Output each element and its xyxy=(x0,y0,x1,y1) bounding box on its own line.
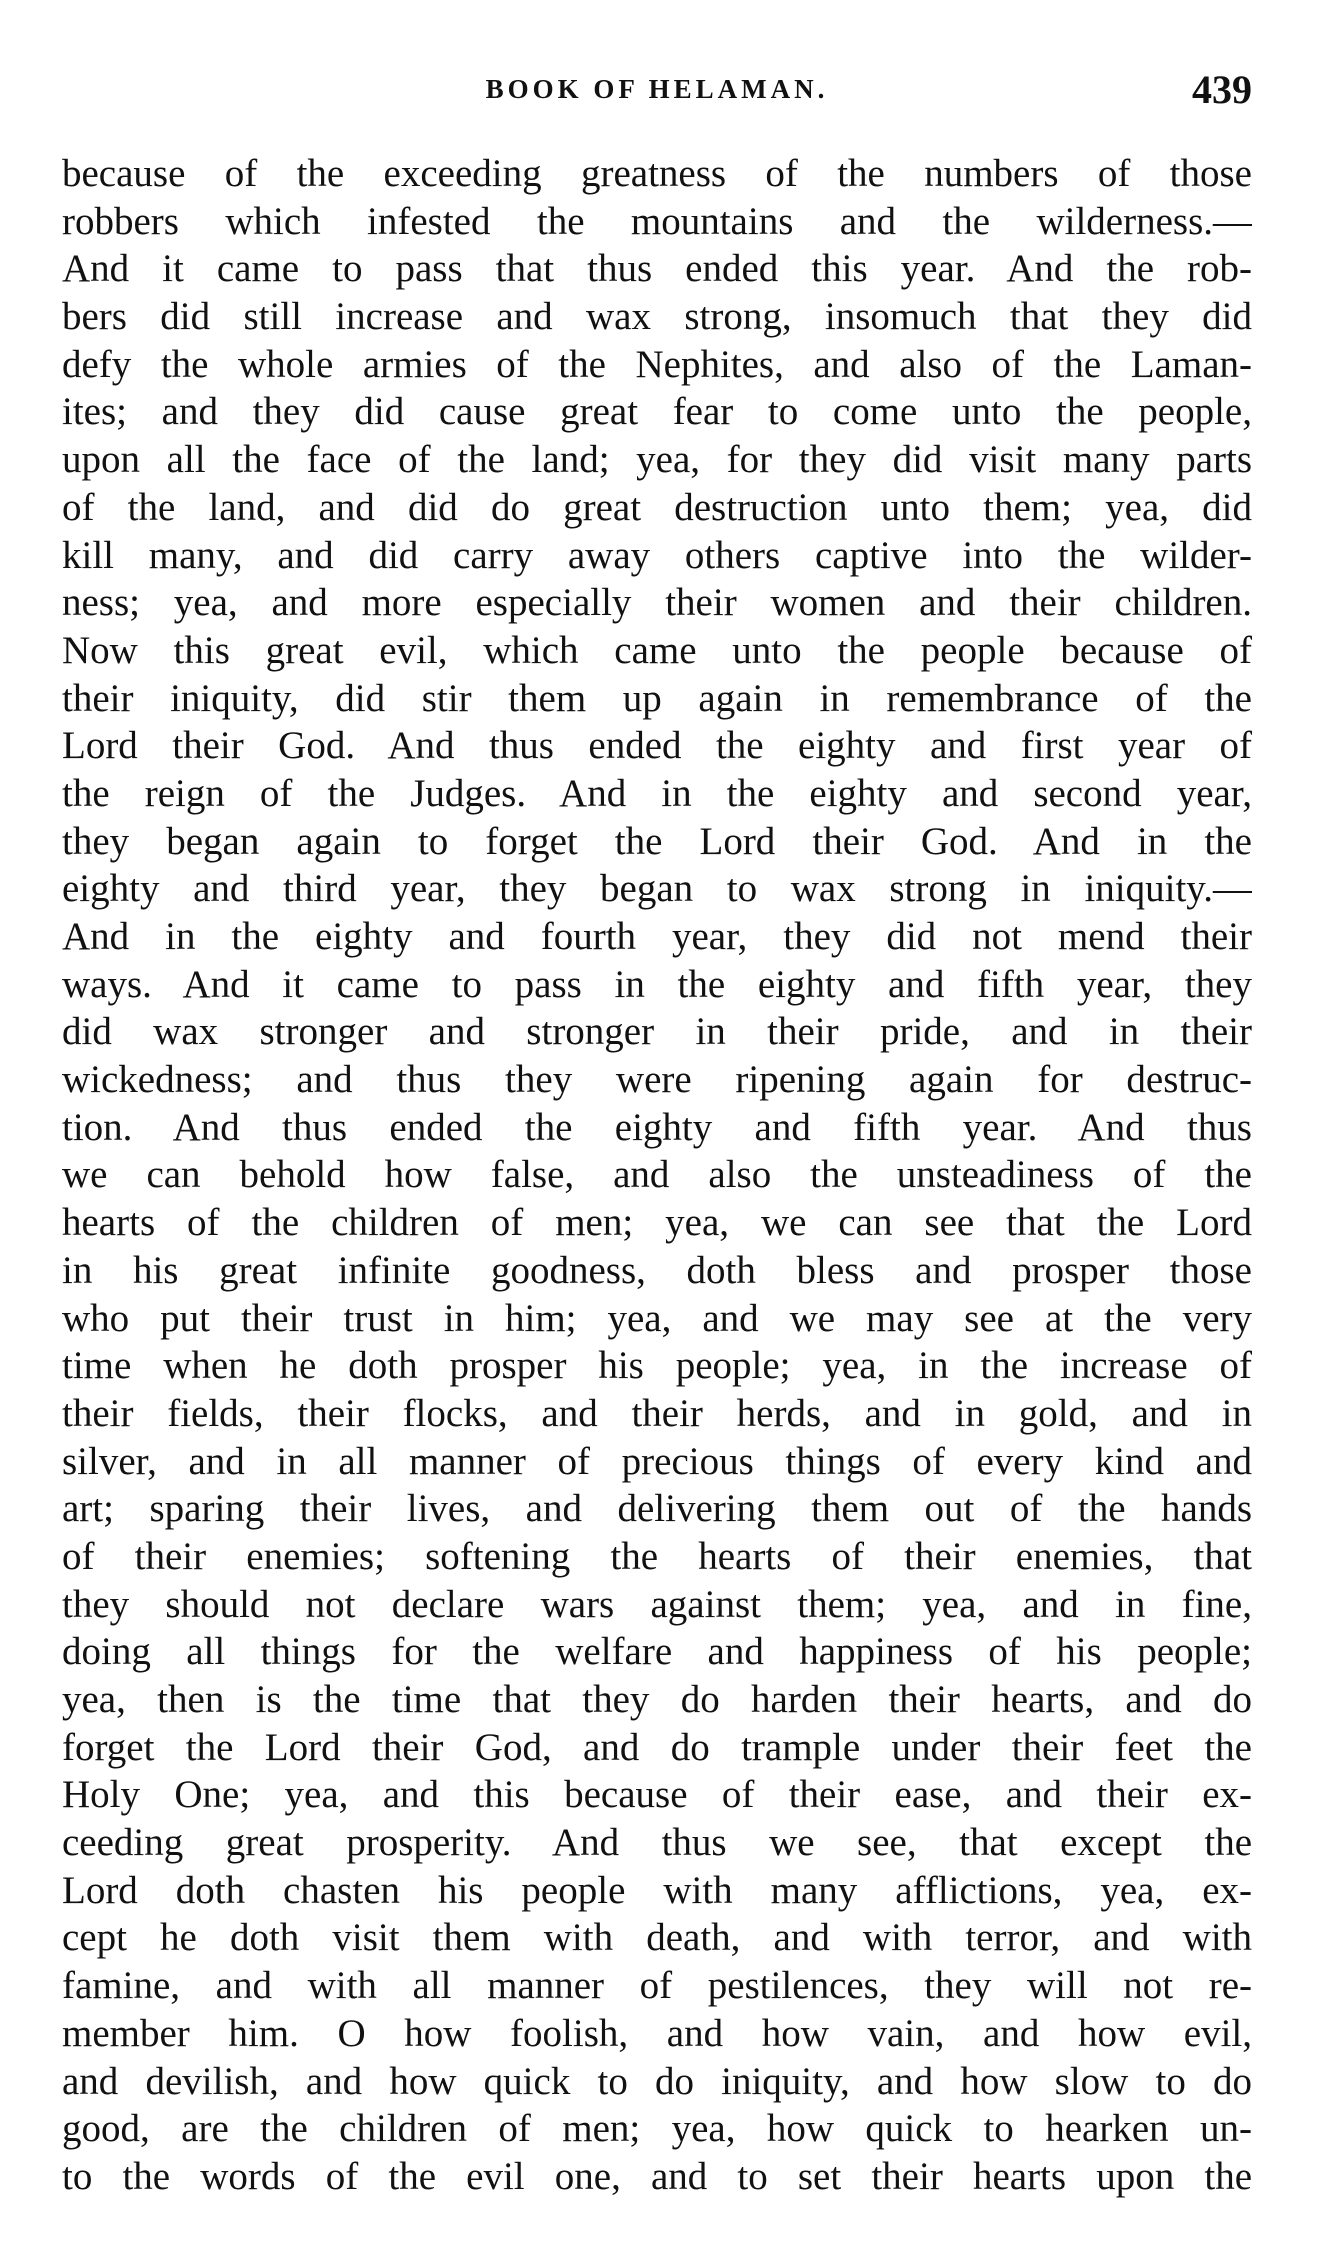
page-number: 439 xyxy=(1192,67,1252,112)
text-line: of the land, and did do great destruction unto them; yea, did xyxy=(62,485,1252,529)
text-line: yea, then is the time that they do harden their hearts, and do xyxy=(62,1678,1252,1721)
text-line: good, are the children of men; yea, how quick to hearken un- xyxy=(62,2107,1252,2151)
text-line: Now this great evil, which came unto the people because of xyxy=(62,628,1252,672)
text-line: ceeding great prosperity. And thus we see, that except the xyxy=(62,1821,1252,1865)
text-line: kill many, and did carry away others captive into the wilder- xyxy=(62,533,1252,577)
text-line: the reign of the Judges. And in the eighty and second year, xyxy=(62,771,1252,815)
text-line: ness; yea, and more especially their women and their children. xyxy=(62,581,1252,625)
text-line: hearts of the children of men; yea, we can see that the Lord xyxy=(62,1201,1252,1245)
text-line: Holy One; yea, and this because of their ease, and their ex- xyxy=(62,1773,1252,1817)
text-line: we can behold how false, and also the unsteadiness of the xyxy=(62,1153,1252,1197)
text-line: forget the Lord their God, and do trample under their feet the xyxy=(62,1725,1252,1769)
text-line: and devilish, and how quick to do iniquity, and how slow to do xyxy=(62,2059,1252,2103)
text-line: defy the whole armies of the Nephites, and also of the Laman- xyxy=(62,342,1252,386)
text-line: they should not declare wars against them; yea, and in fine, xyxy=(62,1582,1252,1626)
text-line: their iniquity, did stir them up again in remembrance of the xyxy=(62,676,1252,720)
text-line: they began again to forget the Lord their God. And in the xyxy=(62,819,1252,863)
text-line: eighty and third year, they began to wax strong in iniquity.— xyxy=(62,867,1252,911)
text-line: did wax stronger and stronger in their pride, and in their xyxy=(62,1010,1252,1054)
text-line: wickedness; and thus they were ripening again for destruc- xyxy=(62,1058,1252,1102)
text-line: in his great infinite goodness, doth bless and prosper those xyxy=(62,1248,1252,1292)
text-line: of their enemies; softening the hearts of their enemies, that xyxy=(62,1534,1252,1578)
text-line: cept he doth visit them with death, and with terror, and with xyxy=(62,1916,1252,1960)
text-line: tion. And thus ended the eighty and fifth year. And thus xyxy=(62,1105,1252,1149)
text-line: And in the eighty and fourth year, they did not mend their xyxy=(62,915,1252,958)
text-line: famine, and with all manner of pestilences, they will not re- xyxy=(62,1964,1252,2008)
text-line: Lord doth chasten his people with many afflictions, yea, ex- xyxy=(62,1868,1252,1912)
text-line: member him. O how foolish, and how vain, and how evil, xyxy=(62,2011,1252,2055)
text-line: bers did still increase and wax strong, insomuch that they did xyxy=(62,295,1252,339)
text-line: ways. And it came to pass in the eighty and fifth year, they xyxy=(62,962,1252,1006)
text-line: ites; and they did cause great fear to come unto the people, xyxy=(62,390,1252,434)
running-header xyxy=(62,62,1252,122)
text-line: Lord their God. And thus ended the eighty and first year of xyxy=(62,724,1252,768)
text-line: because of the exceeding greatness of the numbers of those xyxy=(62,152,1252,195)
text-line: their fields, their flocks, and their herds, and in gold, and in xyxy=(62,1391,1252,1435)
running-title: BOOK OF HELAMAN. xyxy=(485,74,829,104)
text-line: to the words of the evil one, and to set their hearts upon the xyxy=(62,2154,1252,2198)
text-line: who put their trust in him; yea, and we may see at the very xyxy=(62,1296,1252,1340)
text-line: And it came to pass that thus ended this year. And the rob- xyxy=(62,247,1252,291)
text-line: doing all things for the welfare and happiness of his people; xyxy=(62,1630,1252,1674)
text-line: art; sparing their lives, and delivering them out of the hands xyxy=(62,1487,1252,1531)
body-text xyxy=(62,150,1252,2201)
text-line: robbers which infested the mountains and the wilderness.— xyxy=(62,199,1252,243)
text-line: time when he doth prosper his people; yea, in the increase of xyxy=(62,1344,1252,1388)
text-line: upon all the face of the land; yea, for they did visit many parts xyxy=(62,438,1252,482)
text-line: silver, and in all manner of precious things of every kind and xyxy=(62,1439,1252,1483)
